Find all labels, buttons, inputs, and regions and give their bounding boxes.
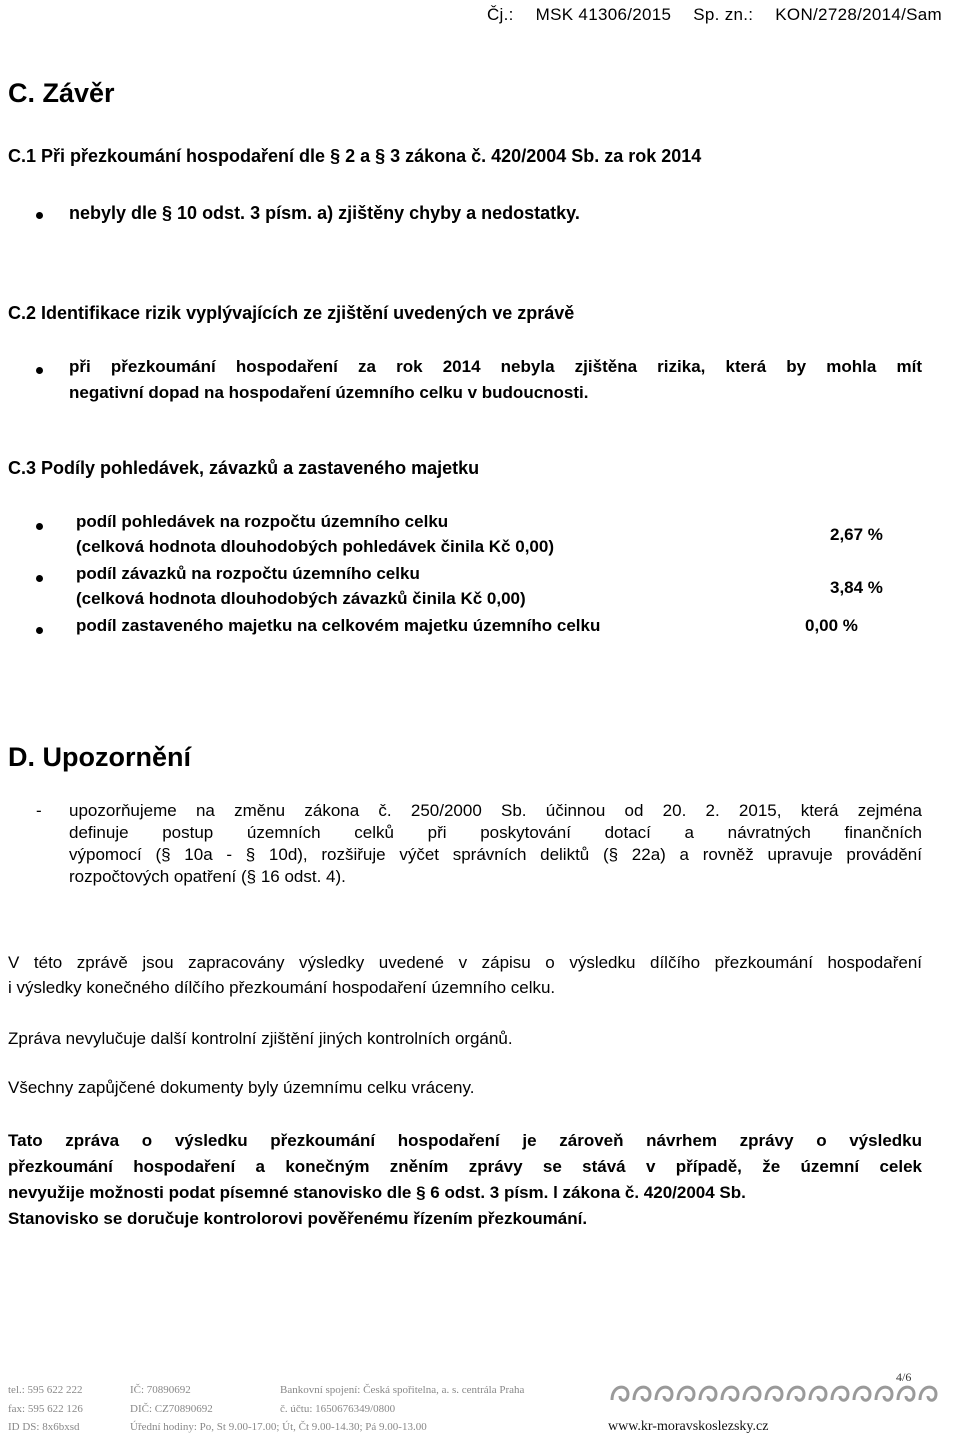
c3-row-receivables-value: 2,67 % [830,525,883,544]
page-number: 4/6 [896,1370,912,1384]
final-statement-line3: nevyužije možnosti podat písemné stanovisko dle § 6 odst. 3 písm. l zákona č. 420/2004 Sb. [8,1183,746,1202]
final-statement-line1: Tato zpráva o výsledku přezkoumání hospodaření je zároveň návrhem zprávy o výsledku [8,1131,922,1150]
c3-row-liabilities-line1: podíl závazků na rozpočtu územního celku [76,564,420,583]
paragraph-results-line1: V této zprávě jsou zapracovány výsledky uvedené v zápisu o výsledku dílčího přezkoumání hospodaření [8,953,922,972]
footer-website: www.kr-moravskoslezsky.cz [608,1419,769,1434]
final-statement-line2: přezkoumání hospodaření a konečným zněním zprávy se stává v případě, že územní celek [8,1157,922,1176]
d-line-1: upozorňujeme na změnu zákona č. 250/2000 Sb. účinnou od 20. 2. 2015, která zejména [69,801,922,820]
footer-ic: IČ: 70890692 [130,1384,191,1396]
c3-row-pledged-value: 0,00 % [805,616,858,635]
c2-heading: C.2 Identifikace rizik vyplývajících ze zjištění uvedených ve zprávě [8,303,575,323]
c3-row-liabilities-value: 3,84 % [830,578,883,597]
paragraph-documents-returned: Všechny zapůjčené dokumenty byly územnímu celku vráceny. [8,1078,475,1097]
bullet-icon [36,523,43,530]
document-reference-header [465,5,942,25]
c3-row-receivables-line1: podíl pohledávek na rozpočtu územního celku [76,512,449,531]
c3-row-pledged-line1: podíl zastaveného majetku na celkovém majetku územního celku [76,616,601,635]
cj-value: MSK 41306/2015 [535,5,672,24]
sp-label: Sp. zn.: [693,5,754,24]
footer-office-hours: Úřední hodiny: Po, St 9.00-17.00; Út, Čt 9.00-14.30; Pá 9.00-13.00 [130,1421,427,1433]
footer-dic: DIČ: CZ70890692 [130,1403,213,1415]
c1-heading: C.1 Při přezkoumání hospodaření dle § 2 a § 3 zákona č. 420/2004 Sb. za rok 2014 [8,146,702,166]
regional-ornament-logo-icon [608,1378,953,1408]
paragraph-no-exclusion: Zpráva nevylučuje další kontrolní zjištění jiných kontrolních orgánů. [8,1029,513,1048]
d-line-4: rozpočtových opatření (§ 16 odst. 4). [69,867,346,886]
c3-row-receivables-line2: (celková hodnota dlouhodobých pohledávek činila Kč 0,00) [76,537,554,556]
final-statement-line4: Stanovisko se doručuje kontrolorovi pověřenému řízením přezkoumání. [8,1209,588,1228]
footer-tel: tel.: 595 622 222 [8,1384,83,1396]
c3-row-liabilities-line2: (celková hodnota dlouhodobých závazků činila Kč 0,00) [76,589,526,608]
c1-bullet-text: nebyly dle § 10 odst. 3 písm. a) zjištěny chyby a nedostatky. [69,203,580,223]
cj-label: Čj.: [486,5,514,24]
footer-bank: Bankovní spojení: Česká spořitelna, a. s. centrála Praha [280,1384,525,1396]
footer-account: č. účtu: 1650676349/0800 [280,1403,396,1415]
d-line-3: výpomocí (§ 10a - § 10d), rozšiřuje výčet správních deliktů (§ 22a) a rovněž upravuje provádění [69,845,922,864]
d-dash: - [36,801,42,820]
c2-bullet-line2: negativní dopad na hospodaření územního celku v budoucnosti. [69,383,589,402]
c2-bullet-line1: při přezkoumání hospodaření za rok 2014 nebyla zjištěna rizika, která by mohla mít [69,357,922,376]
section-c-title: C. Závěr [8,78,115,108]
bullet-icon [36,575,43,582]
section-d-title: D. Upozornění [8,742,191,772]
sp-value: KON/2728/2014/Sam [775,5,942,24]
bullet-icon [36,212,43,219]
bullet-icon [36,627,43,634]
footer-fax: fax: 595 622 126 [8,1403,83,1415]
paragraph-results-line2: i výsledky konečného dílčího přezkoumání hospodaření územního celku. [8,978,556,997]
c3-heading: C.3 Podíly pohledávek, závazků a zastaveného majetku [8,458,480,478]
bullet-icon [36,367,43,374]
d-line-2: definuje postup územních celků při poskytování dotací a návratných finančních [69,823,922,842]
footer-id-ds: ID DS: 8x6bxsd [8,1421,80,1433]
